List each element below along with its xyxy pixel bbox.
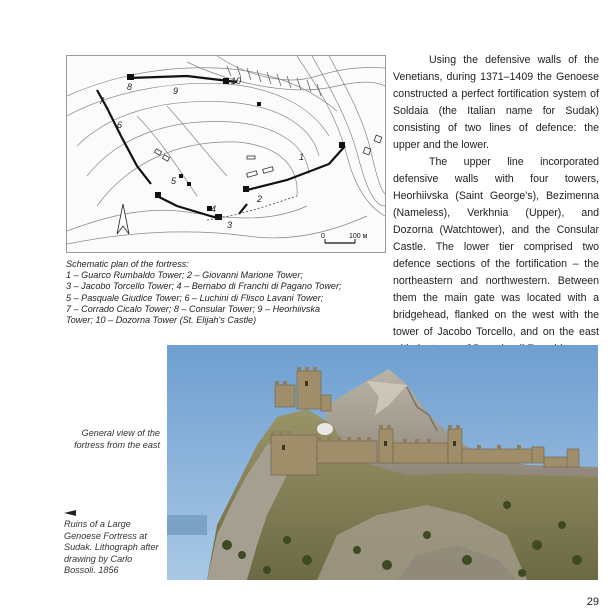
fortress-walls <box>97 76 345 218</box>
marker-10: 10 <box>231 76 242 86</box>
plan-caption-title: Schematic plan of the fortress: <box>66 259 189 269</box>
fortress-buildings <box>154 135 381 177</box>
plan-caption-line: 1 – Guarco Rumbaldo Tower; 2 – Giovanni Marione Tower; <box>66 270 303 281</box>
marker-5: 5 <box>171 176 177 186</box>
plan-caption-line: 3 – Jacobo Torcello Tower; 4 – Bernabo di Franchi di Pagano Tower; <box>66 281 342 292</box>
fortress-plan-drawing <box>67 56 385 252</box>
paragraph-1: Using the defensive walls of the Venetians, during 1371–1409 the Genoese constructed a perfect fortification system of Soldaia (the Italian name for Sudak) consisting of two lines of defence: the upper and the lower. <box>393 54 599 151</box>
scale-label: 100 м <box>349 233 368 240</box>
plan-caption-line: 7 – Corrado Cicalo Tower; 8 – Consular Tower; 9 – Heorhiivska <box>66 303 321 314</box>
caption-lithograph <box>64 510 160 577</box>
marker-9: 9 <box>173 86 179 96</box>
dome <box>317 423 333 435</box>
fortress-photo <box>167 345 598 580</box>
marker-2: 2 <box>257 194 263 204</box>
north-arrow-icon <box>117 204 129 234</box>
marker-3: 3 <box>227 220 233 230</box>
pointer-arrow-icon <box>64 510 76 516</box>
marker-4: 4 <box>211 204 217 214</box>
caption-lithograph-text: Ruins of a Large Genoese Fortress at Sudak. Lithograph after drawing by Carlo Bossoli. 1856 <box>64 519 159 575</box>
sea <box>167 515 207 535</box>
marker-7: 7 <box>99 96 105 106</box>
fortress-plan <box>66 55 386 253</box>
fortress-photo-drawing <box>167 345 598 580</box>
paragraph-2: The upper line incorporated defensive walls with four towers, Heorhiivska (Saint George's), Bezimenna (Nameless), Verkhnia (Upper), and Dozorna (Watchtower), and the Consular Castle. The lower tier comprised two defence sections of the fortification – the northeastern and northwestern. Between them the main gate was located with a bridgehead, flanked on the west with the tower of Jacobo Torcello, and on the east <box>393 156 599 338</box>
body-text <box>393 52 599 358</box>
marker-1: 1 <box>299 152 305 162</box>
plan-caption <box>66 259 386 326</box>
plan-caption-line: Tower; 10 – Dozorna Tower (St. Elijah's Castle) <box>66 315 257 326</box>
page-number: 29 <box>586 596 599 608</box>
contour-lines <box>67 56 385 244</box>
marker-6: 6 <box>117 120 123 130</box>
marker-8: 8 <box>127 82 133 92</box>
scale-bar <box>321 233 368 243</box>
caption-general-view: General view of the fortress from the east <box>74 428 160 450</box>
scale-zero: 0 <box>321 233 325 240</box>
plan-caption-line: 5 – Pasquale Giudice Tower; 6 – Luchini di Flisco Lavani Tower; <box>66 292 324 303</box>
